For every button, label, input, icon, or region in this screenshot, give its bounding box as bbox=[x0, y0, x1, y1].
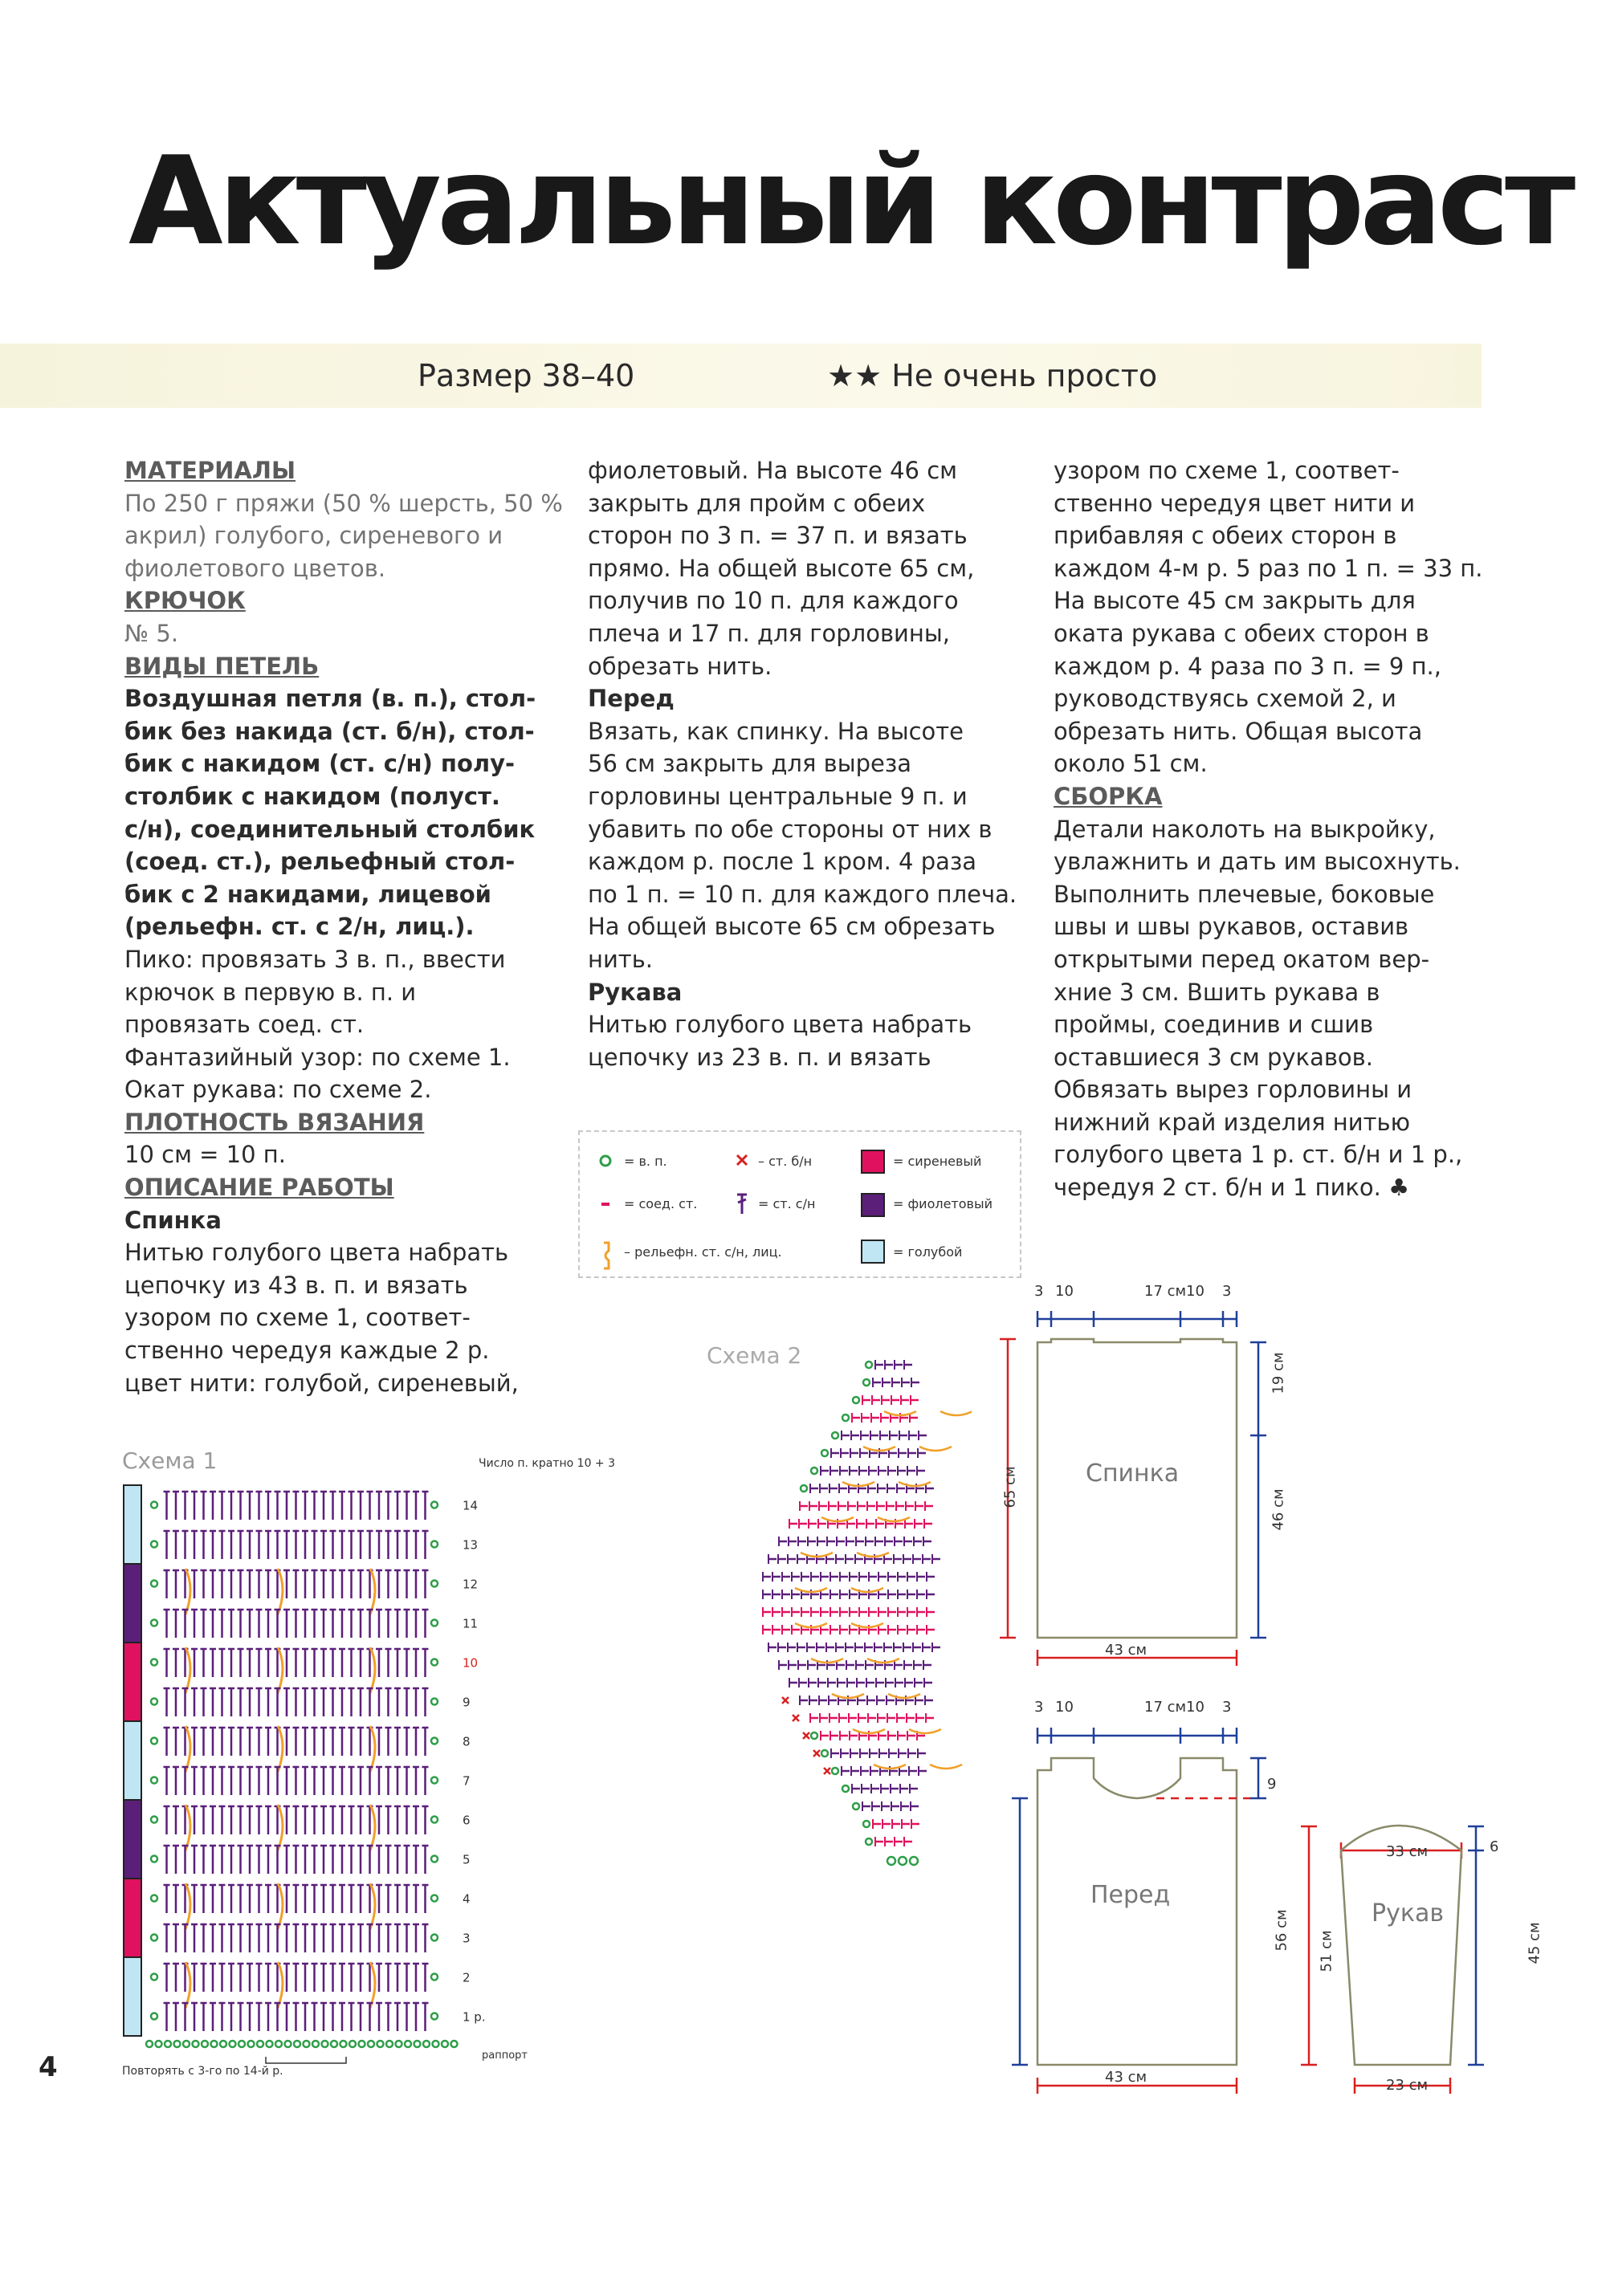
chain-stitch bbox=[151, 1659, 157, 1666]
col3-line: нижний край изделия нитью bbox=[1054, 1108, 1410, 1136]
chain-stitch bbox=[442, 2041, 448, 2047]
difficulty-label: ★★ Не очень просто bbox=[827, 358, 1158, 393]
chain-stitch bbox=[887, 1857, 895, 1865]
chain-stitch bbox=[386, 2041, 393, 2047]
relief-stitch-mark bbox=[278, 1569, 283, 1614]
col2-line: каждом р. после 1 кром. 4 раза bbox=[588, 848, 977, 876]
sleeve-dim-bottom: 23 см bbox=[1386, 2077, 1429, 2094]
legend-ch-label: = в. п. bbox=[624, 1154, 667, 1169]
chain-stitch bbox=[368, 2041, 374, 2047]
col1-line: Нитью голубого цвета набрать bbox=[124, 1239, 509, 1267]
chain-stitch bbox=[193, 2041, 199, 2047]
relief-stitch-mark bbox=[370, 1883, 375, 1929]
col3-line: Выполнить плечевые, боковые bbox=[1054, 880, 1435, 908]
chain-stitch bbox=[863, 1821, 870, 1827]
col3-line: ственно чередуя цвет нити и bbox=[1054, 489, 1416, 517]
col3-line: руководствуясь схемой 2, и bbox=[1054, 685, 1396, 713]
chain-stitch bbox=[821, 1450, 828, 1456]
relief-stitch-mark bbox=[940, 1411, 972, 1415]
col2-line: прямо. На общей высоте 65 см, bbox=[588, 554, 975, 582]
col2-line: закрыть для пройм с обеих bbox=[588, 489, 926, 517]
chain-stitch bbox=[866, 1838, 872, 1845]
row-number: 6 bbox=[463, 1813, 471, 1828]
chain-stitch bbox=[396, 2041, 402, 2047]
col3-line: открытыми перед окатом вер- bbox=[1054, 945, 1430, 973]
chain-stitch bbox=[151, 1974, 157, 1981]
chain-stitch bbox=[312, 2041, 319, 2047]
col1-line: Пико: провязать 3 в. п., ввести bbox=[124, 945, 506, 973]
row-number: 3 bbox=[463, 1931, 471, 1946]
chain-stitch bbox=[285, 2041, 291, 2047]
color-bar-block bbox=[124, 1485, 141, 1564]
chain-stitch bbox=[294, 2041, 300, 2047]
col1-line: № 5. bbox=[124, 619, 179, 647]
col1-line: ОПИСАНИЕ РАБОТЫ bbox=[124, 1174, 394, 1202]
col3-line: оставшиеся 3 см рукавов. bbox=[1054, 1043, 1373, 1071]
col2-line: убавить по обе стороны от них в bbox=[588, 815, 993, 843]
sleeve-dim-top: 33 см bbox=[1386, 1843, 1429, 1860]
color-bar-block bbox=[124, 1800, 141, 1879]
front-dim-top-2: 17 см bbox=[1144, 1699, 1187, 1716]
chain-stitch bbox=[340, 2041, 347, 2047]
legend-relief-label: – рельефн. ст. с/н, лиц. bbox=[624, 1244, 782, 1260]
chain-stitch bbox=[151, 1541, 157, 1548]
chain-stitch bbox=[322, 2041, 328, 2047]
chain-stitch bbox=[151, 1935, 157, 1941]
chain-stitch bbox=[151, 2013, 157, 2020]
chain-stitch bbox=[151, 1738, 157, 1744]
col1-line: МАТЕРИАЛЫ bbox=[124, 457, 296, 484]
col2-line: Рукава bbox=[588, 978, 683, 1006]
col1-line: Окат рукава: по схеме 2. bbox=[124, 1076, 432, 1104]
front-dim-left: 56 см bbox=[1273, 1909, 1290, 1952]
chain-stitch bbox=[248, 2041, 255, 2047]
col1-line: 10 см = 10 п. bbox=[124, 1141, 286, 1169]
chain-stitch bbox=[151, 1895, 157, 1902]
col3-line: На высоте 45 см закрыть для bbox=[1054, 587, 1416, 615]
chain-stitch bbox=[842, 1415, 849, 1421]
lilac-swatch bbox=[861, 1150, 885, 1174]
col3-line: голубого цвета 1 р. ст. б/н и 1 р., bbox=[1054, 1141, 1463, 1169]
chain-stitch bbox=[151, 1777, 157, 1784]
legend-sc-label: – ст. б/н bbox=[758, 1154, 813, 1169]
col2-line: Перед bbox=[588, 685, 675, 713]
row-number: 12 bbox=[463, 1577, 479, 1592]
col1-line: КРЮЧОК bbox=[124, 587, 246, 615]
relief-stitch-mark bbox=[185, 1883, 190, 1929]
col2-line: Нитью голубого цвета набрать bbox=[588, 1011, 972, 1039]
col2-line: по 1 п. = 10 п. для каждого плеча. bbox=[588, 880, 1017, 908]
chain-stitch bbox=[349, 2041, 356, 2047]
row-number: 13 bbox=[463, 1537, 479, 1553]
chain-stitch bbox=[151, 1620, 157, 1626]
col1-line: столбик с накидом (полуст. bbox=[124, 782, 500, 810]
chain-stitch bbox=[910, 1857, 918, 1865]
col3-line: обрезать нить. Общая высота bbox=[1054, 717, 1423, 745]
chain-stitch bbox=[151, 1817, 157, 1823]
col1-line: ВИДЫ ПЕТЕЛЬ bbox=[124, 652, 320, 680]
relief-stitch-mark bbox=[185, 1805, 190, 1850]
chain-stitch bbox=[230, 2041, 236, 2047]
relief-stitch-mark bbox=[278, 1883, 283, 1929]
schema1-repeat-note: Повторять с 3-го по 14-й р. bbox=[122, 2065, 283, 2078]
chain-stitch bbox=[423, 2041, 430, 2047]
col1-line: Фантазийный узор: по схеме 1. bbox=[124, 1043, 511, 1071]
col3-line: проймы, соединив и сшив bbox=[1054, 1011, 1374, 1039]
chain-stitch bbox=[414, 2041, 421, 2047]
relief-stitch-mark bbox=[919, 1447, 952, 1451]
col2-line: горловины центральные 9 п. и bbox=[588, 782, 968, 810]
col2-line: нить. bbox=[588, 945, 654, 973]
legend-violet-label: = фиолетовый bbox=[893, 1196, 993, 1211]
row-number: 11 bbox=[463, 1616, 479, 1631]
relief-stitch-mark bbox=[930, 1765, 962, 1769]
chain-stitch bbox=[431, 1541, 438, 1548]
chain-stitch bbox=[151, 1581, 157, 1587]
sleeve-label: Рукав bbox=[1372, 1899, 1445, 1928]
chain-stitch bbox=[174, 2041, 181, 2047]
col2-line: получив по 10 п. для каждого bbox=[588, 587, 959, 615]
col1-line: бик с 2 накидами, лицевой bbox=[124, 880, 491, 908]
chain-stitch bbox=[431, 1817, 438, 1823]
sleeve-outline bbox=[1341, 1826, 1461, 2065]
back-dim-right-top: 19 см bbox=[1270, 1352, 1287, 1394]
legend-blue-label: = голубой bbox=[893, 1244, 963, 1260]
col3-line: каждом 4-м р. 5 раз по 1 п. = 33 п. bbox=[1054, 554, 1483, 582]
chain-stitch bbox=[405, 2041, 411, 2047]
chain-stitch bbox=[811, 1468, 817, 1474]
chain-stitch bbox=[431, 1699, 438, 1705]
page-title: Актуальный контраст bbox=[128, 130, 1571, 272]
chain-stitch bbox=[359, 2041, 365, 2047]
sleeve-dim-right: 45 см bbox=[1526, 1922, 1543, 1964]
col2-line: сторон по 3 п. = 37 п. и вязать bbox=[588, 522, 968, 550]
header-band bbox=[0, 344, 1482, 408]
chain-stitch bbox=[211, 2041, 218, 2047]
back-dim-top-4: 3 bbox=[1222, 1283, 1232, 1300]
rapport-bracket bbox=[266, 2057, 346, 2063]
row-number: 14 bbox=[463, 1498, 479, 1513]
back-outline bbox=[1037, 1339, 1237, 1638]
chain-stitch bbox=[238, 2041, 245, 2047]
violet-swatch bbox=[861, 1193, 885, 1217]
relief-stitch-mark bbox=[370, 1962, 375, 2008]
chain-stitch bbox=[853, 1803, 859, 1810]
text-column-3 bbox=[1054, 454, 1483, 1204]
chain-stitch bbox=[431, 1738, 438, 1744]
row-number: 1 р. bbox=[463, 2009, 486, 2025]
relief-stitch-mark bbox=[185, 1647, 190, 1693]
chain-stitch bbox=[821, 1750, 828, 1757]
blue-swatch bbox=[861, 1240, 885, 1264]
col1-line: фиолетового цветов. bbox=[124, 554, 386, 582]
col3-line: Обвязать вырез горловины и bbox=[1054, 1076, 1412, 1104]
text-column-1 bbox=[124, 454, 563, 1399]
sleeve-dim-left: 51 см bbox=[1318, 1930, 1335, 1972]
col3-line: СБОРКА bbox=[1054, 782, 1163, 810]
chain-stitch bbox=[267, 2041, 273, 2047]
row-number: 2 bbox=[463, 1970, 471, 1985]
col3-line: около 51 см. bbox=[1054, 750, 1208, 778]
chain-stitch bbox=[220, 2041, 226, 2047]
relief-stitch-mark bbox=[185, 1569, 190, 1614]
front-dim-right-top: 9 bbox=[1267, 1776, 1277, 1793]
chain-stitch bbox=[863, 1379, 870, 1386]
front-dim-bottom: 43 см bbox=[1105, 2069, 1147, 2086]
chain-stitch bbox=[431, 1935, 438, 1941]
relief-stitch-mark bbox=[909, 1729, 941, 1733]
relief-stitch-mark bbox=[278, 1962, 283, 2008]
chain-stitch bbox=[451, 2041, 458, 2047]
chain-stitch bbox=[853, 1397, 859, 1403]
front-dim-top-1: 10 bbox=[1055, 1699, 1074, 1716]
col1-line: провязать соед. ст. bbox=[124, 1011, 365, 1039]
back-dim-right-bottom: 46 см bbox=[1270, 1488, 1287, 1531]
col3-line: узором по схеме 1, соответ- bbox=[1054, 457, 1400, 484]
row-number: 8 bbox=[463, 1734, 471, 1749]
relief-stitch-mark bbox=[185, 1962, 190, 2008]
back-dim-left: 65 см bbox=[1001, 1466, 1019, 1508]
col3-line: чередуя 2 ст. б/н и 1 пико. ♣ bbox=[1054, 1174, 1410, 1202]
relief-stitch-mark bbox=[185, 1726, 190, 1772]
schema1-rapport-label: раппорт bbox=[482, 2050, 528, 2062]
chain-stitch bbox=[304, 2041, 310, 2047]
chain-stitch bbox=[431, 1777, 438, 1784]
schema1-title: Схема 1 bbox=[122, 1447, 218, 1474]
front-outline bbox=[1037, 1758, 1237, 2065]
col1-line: ПЛОТНОСТЬ ВЯЗАНИЯ bbox=[124, 1108, 425, 1136]
sleeve-dim-right-top: 6 bbox=[1490, 1838, 1499, 1855]
chain-stitch bbox=[431, 1659, 438, 1666]
legend-lilac-label: = сиреневый bbox=[893, 1154, 982, 1169]
front-dim-top-4: 3 bbox=[1222, 1699, 1232, 1716]
col3-line: хние 3 см. Вшить рукава в bbox=[1054, 978, 1380, 1006]
col1-line: (рельефн. ст. с 2/н, лиц.). bbox=[124, 913, 475, 941]
chain-stitch bbox=[257, 2041, 263, 2047]
chain-stitch bbox=[866, 1362, 872, 1368]
col1-line: узором по схеме 1, соответ- bbox=[124, 1304, 471, 1332]
col1-line: цвет нити: голубой, сиреневый, bbox=[124, 1369, 519, 1397]
chain-stitch bbox=[156, 2041, 162, 2047]
front-label: Перед bbox=[1090, 1881, 1171, 1909]
col1-line: крючок в первую в. п. и bbox=[124, 978, 417, 1006]
schema2-chart bbox=[707, 1333, 972, 1911]
col1-line: бик с накидом (ст. с/н) полу- bbox=[124, 750, 516, 778]
symbol-legend bbox=[578, 1130, 1021, 1278]
row-number: 7 bbox=[463, 1773, 471, 1789]
chain-stitch bbox=[832, 1432, 838, 1439]
back-label: Спинка bbox=[1086, 1459, 1180, 1488]
chain-stitch bbox=[431, 1895, 438, 1902]
col1-line: акрил) голубого, сиреневого и bbox=[124, 522, 503, 550]
col1-line: с/н), соединительный столбик bbox=[124, 815, 536, 843]
col3-line: прибавляя с обеих сторон в bbox=[1054, 522, 1397, 550]
col2-line: плеча и 17 п. для горловины, bbox=[588, 619, 950, 647]
chain-stitch bbox=[377, 2041, 384, 2047]
chain-stitch bbox=[431, 1581, 438, 1587]
chain-stitch bbox=[165, 2041, 171, 2047]
relief-stitch-mark bbox=[278, 1647, 283, 1693]
chain-stitch bbox=[151, 1856, 157, 1862]
front-dim-top-0: 3 bbox=[1034, 1699, 1044, 1716]
col2-line: цепочку из 23 в. п. и вязать bbox=[588, 1043, 931, 1071]
col1-line: ственно чередуя каждые 2 р. bbox=[124, 1337, 490, 1365]
col2-line: На общей высоте 65 см обрезать bbox=[588, 913, 996, 941]
text-column-2 bbox=[588, 454, 1017, 1073]
chain-stitch bbox=[899, 1857, 907, 1865]
chain-stitch bbox=[431, 1856, 438, 1862]
col2-line: обрезать нить. bbox=[588, 652, 772, 680]
relief-stitch-mark bbox=[370, 1726, 375, 1772]
col2-line: Вязать, как спинку. На высоте bbox=[588, 717, 964, 745]
back-dim-bottom: 43 см bbox=[1105, 1642, 1147, 1659]
back-dim-top-2: 17 см bbox=[1144, 1283, 1187, 1300]
chain-stitch bbox=[832, 1768, 838, 1774]
back-dim-top-0: 3 bbox=[1034, 1283, 1044, 1300]
col1-line: Воздушная петля (в. п.), стол- bbox=[124, 685, 536, 713]
col1-line: Спинка bbox=[124, 1206, 222, 1234]
color-bar-block bbox=[124, 1957, 141, 2036]
col1-line: бик без накида (ст. б/н), стол- bbox=[124, 717, 535, 745]
col3-line: швы и швы рукавов, оставив bbox=[1054, 913, 1409, 941]
row-number: 9 bbox=[463, 1695, 471, 1710]
col1-line: По 250 г пряжи (50 % шерсть, 50 % bbox=[124, 489, 563, 517]
chain-stitch bbox=[801, 1485, 807, 1492]
col3-line: каждом р. 4 раза по 3 п. = 9 п., bbox=[1054, 652, 1441, 680]
relief-stitch-mark bbox=[278, 1726, 283, 1772]
col2-line: фиолетовый. На высоте 46 см bbox=[588, 457, 958, 484]
size-label: Размер 38–40 bbox=[418, 358, 635, 393]
chain-stitch bbox=[431, 1974, 438, 1981]
row-number: 5 bbox=[463, 1852, 471, 1867]
chain-stitch bbox=[431, 1502, 438, 1508]
row-number: 10 bbox=[463, 1655, 479, 1671]
col3-line: увлажнить и дать им высохнуть. bbox=[1054, 848, 1461, 876]
chain-stitch bbox=[811, 1732, 817, 1739]
color-bar-block bbox=[124, 1721, 141, 1800]
relief-stitch-mark bbox=[278, 1805, 283, 1850]
color-bar-block bbox=[124, 1643, 141, 1721]
relief-stitch-mark bbox=[370, 1569, 375, 1614]
chain-stitch bbox=[146, 2041, 153, 2047]
chain-stitch bbox=[433, 2041, 439, 2047]
schema1-note: Число п. кратно 10 + 3 bbox=[479, 1457, 616, 1470]
chain-stitch bbox=[151, 1502, 157, 1508]
chain-stitch bbox=[331, 2041, 337, 2047]
chain-stitch bbox=[431, 2013, 438, 2020]
schema1-chart bbox=[112, 1469, 691, 2079]
front-dim-top-3: 10 bbox=[1186, 1699, 1204, 1716]
chain-stitch bbox=[275, 2041, 282, 2047]
chain-stitch bbox=[842, 1785, 849, 1792]
chain-stitch bbox=[151, 1699, 157, 1705]
chain-stitch bbox=[183, 2041, 190, 2047]
col3-line: Детали наколоть на выкройку, bbox=[1054, 815, 1436, 843]
pattern-pieces bbox=[996, 1252, 1606, 2296]
chain-stitch bbox=[431, 1620, 438, 1626]
col1-line: (соед. ст.), рельефный стол- bbox=[124, 848, 516, 876]
back-dim-top-1: 10 bbox=[1055, 1283, 1074, 1300]
row-number: 4 bbox=[463, 1891, 471, 1907]
legend-slst-label: = соед. ст. bbox=[624, 1196, 698, 1211]
col1-line: цепочку из 43 в. п. и вязать bbox=[124, 1271, 468, 1299]
relief-stitch-mark bbox=[370, 1647, 375, 1693]
color-bar-block bbox=[124, 1564, 141, 1643]
col3-line: оката рукава с обеих сторон в bbox=[1054, 619, 1429, 647]
chain-stitch bbox=[202, 2041, 208, 2047]
legend-dc-label: = ст. с/н bbox=[758, 1196, 816, 1211]
col2-line: 56 см закрыть для выреза bbox=[588, 750, 912, 778]
schema2-title: Схема 2 bbox=[707, 1342, 802, 1369]
back-dim-top-3: 10 bbox=[1186, 1283, 1204, 1300]
page-number: 4 bbox=[39, 2051, 58, 2083]
relief-stitch-mark bbox=[370, 1805, 375, 1850]
color-bar-block bbox=[124, 1879, 141, 1957]
